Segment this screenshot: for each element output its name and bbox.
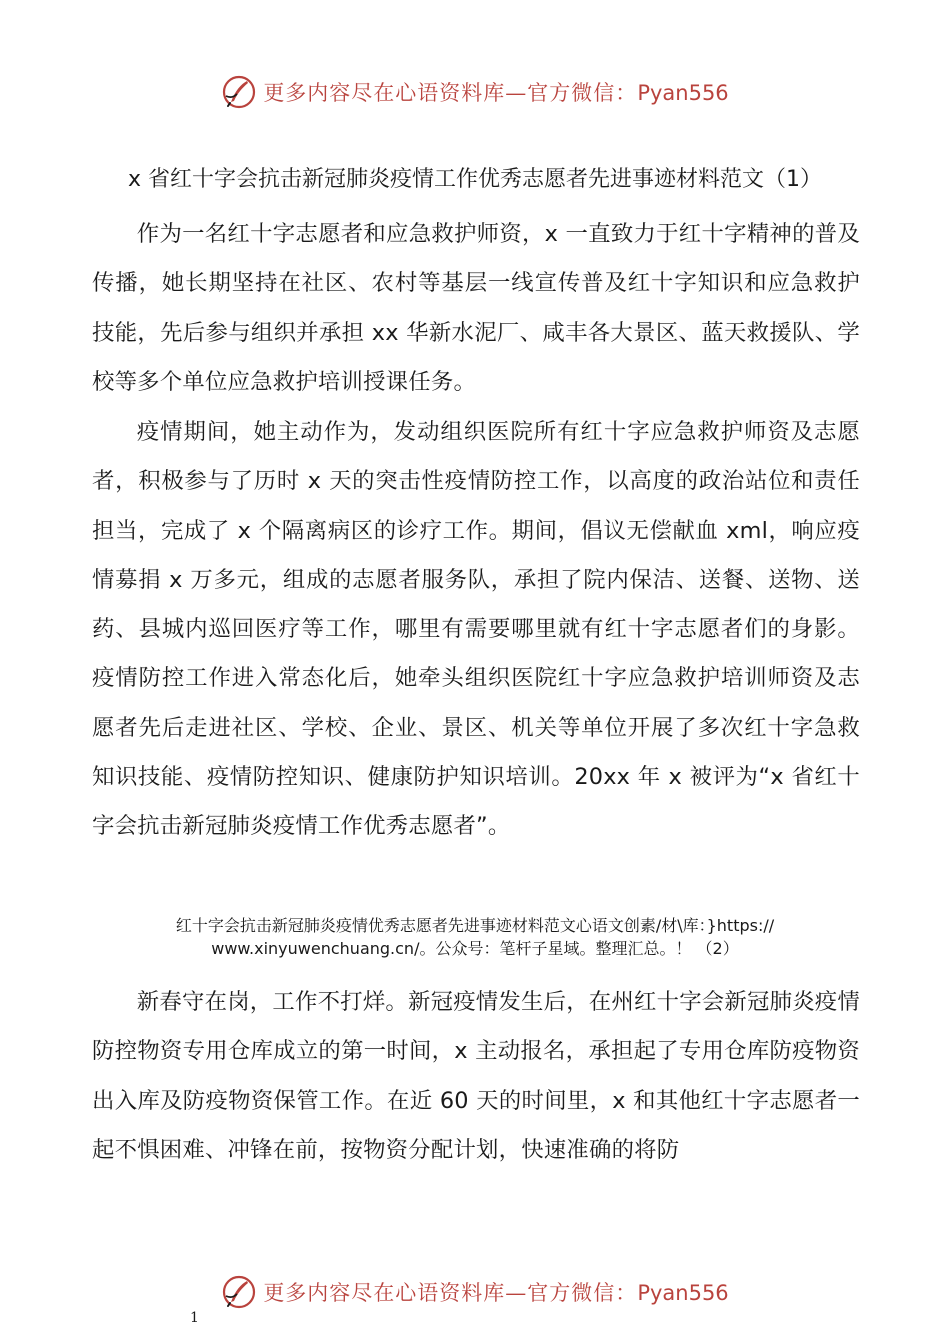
section-subtitle — [120, 914, 830, 960]
subtitle-line-1: 红十字会抗击新冠肺炎疫情优秀志愿者先进事迹材料范文心语文创素/材\库：}https:// — [175, 916, 775, 935]
header-banner — [0, 72, 950, 112]
quill-pen-logo-icon — [221, 1274, 257, 1310]
wechat-id: Pyan556 — [637, 1281, 729, 1305]
footer-banner — [0, 1272, 950, 1312]
body-paragraph-3: 新春守在岗，工作不打烊。新冠疫情发生后，在州红十字会新冠肺炎疫情防控物资专用仓库成立的第一时间，x 主动报名，承担起了专用仓库防疫物资出入库及防疫物资保管工作。在近 60 天的时间里，x 和其他红十字志愿者一起不惧困难、冲锋在前，按物资分配计划，快速准确的将防 — [92, 989, 860, 1163]
page-number: 1 — [190, 1310, 199, 1326]
document-title: x 省红十字会抗击新冠肺炎疫情工作优秀志愿者先进事迹材料范文（1） — [127, 167, 822, 192]
body-paragraph-2: 疫情期间，她主动作为，发动组织医院所有红十字应急救护师资及志愿者，积极参与了历时 x 天的突击性疫情防控工作，以高度的政治站位和责任担当，完成了 x 个隔离病区的诊疗工作。期间，倡议无偿献血 xml，响应疫情募捐 x 万多元，组成的志愿者服务队，承担了院内保洁、送餐、送物、送药、县城内巡回医疗等工作，哪里有需要哪里就有红十字志愿者们的身影。疫情防控工作进入常态化后，她牵头组织医院红十字应急救护培训师资及志愿者先后走进社区、学校、企业、景区、机关等单位开展了多次红十字急救知识技能、疫情防控知识、健康防护知识培训。20xx 年 x 被评为“x 省红十字会抗击新冠肺炎疫情工作优秀志愿者”。 — [92, 419, 860, 840]
header-banner-text: 更多内容尽在心语资料库—官方微信：Pyan556 — [263, 81, 729, 105]
wechat-id: Pyan556 — [637, 81, 729, 105]
quill-pen-logo-icon — [221, 74, 257, 110]
subtitle-line-2: www.xinyuwenchuang.cn/。公众号：笔杆子星域。整理汇总。！ （2） — [211, 939, 739, 958]
body-paragraph-1: 作为一名红十字志愿者和应急救护师资，x 一直致力于红十字精神的普及传播，她长期坚持在社区、农村等基层一线宣传普及红十字知识和应急救护技能，先后参与组织并承担 xx 华新水泥厂、咸丰各大景区、蓝天救援队、学校等多个单位应急救护培训授课任务。 — [92, 221, 860, 395]
footer-banner-text: 更多内容尽在心语资料库—官方微信：Pyan556 — [263, 1281, 729, 1305]
